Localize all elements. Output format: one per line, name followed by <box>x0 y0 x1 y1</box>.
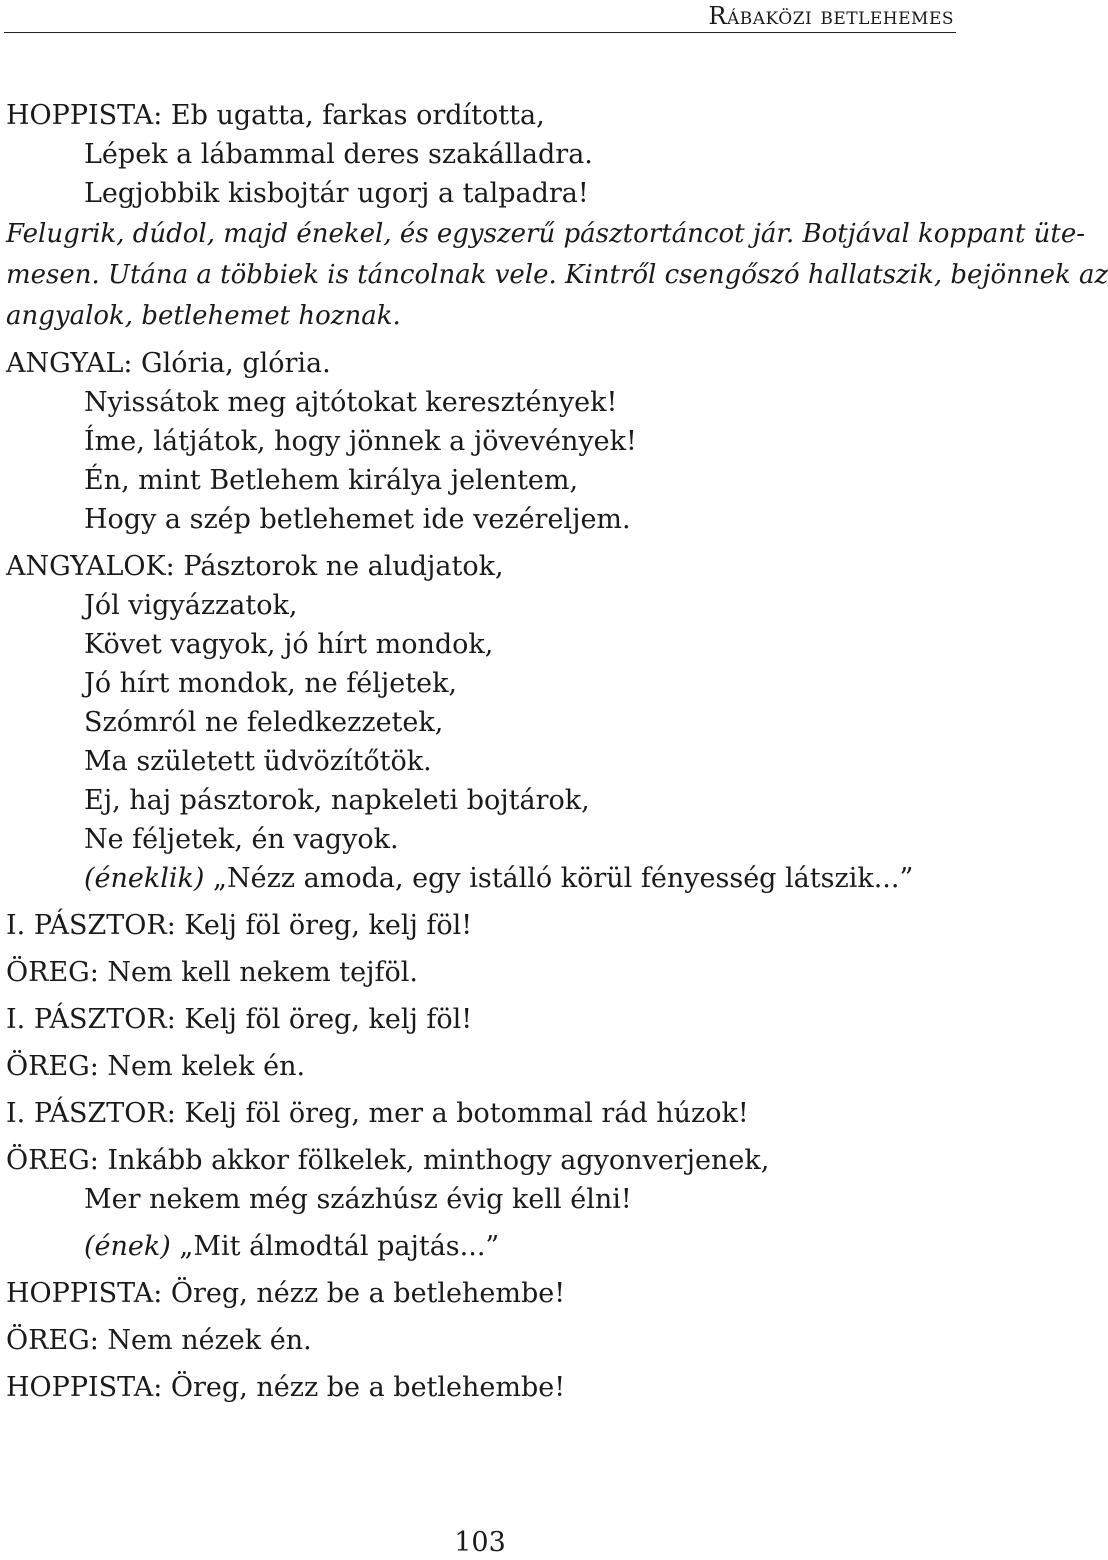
verse-line: Szómról ne feledkezzetek, <box>84 707 444 738</box>
verse-line: HOPPISTA: Eb ugatta, farkas ordította, <box>6 100 545 131</box>
verse-line: I. PÁSZTOR: Kelj föl öreg, mer a botommal rád húzok! <box>6 1098 749 1129</box>
verse-line: ÖREG: Nem kell nekem tejföl. <box>6 957 418 988</box>
stage-direction-line: angyalok, betlehemet hoznak. <box>6 301 401 331</box>
verse-line: Ne féljetek, én vagyok. <box>84 824 399 855</box>
verse-line: Hogy a szép betlehemet ide vezéreljem. <box>84 504 631 535</box>
header-rule <box>4 32 956 33</box>
verse-line: ANGYALOK: Pásztorok ne aludjatok, <box>6 551 504 582</box>
verse-line: Én, mint Betlehem királya jelentem, <box>84 465 579 496</box>
verse-line: Jó hírt mondok, ne féljetek, <box>84 668 458 699</box>
verse-line: Ej, haj pásztorok, napkeleti bojtárok, <box>84 785 590 816</box>
verse-line: Követ vagyok, jó hírt mondok, <box>84 629 494 660</box>
verse-line: ÖREG: Nem kelek én. <box>6 1051 306 1082</box>
verse-line: Mer nekem még százhúsz évig kell élni! <box>84 1184 632 1215</box>
stage-direction-line: Felugrik, dúdol, majd énekel, és egyszerű pásztortáncot jár. Botjával koppant üte- <box>6 219 1086 249</box>
song-title: „Nézz amoda, egy istálló körül fényesség látszik...” <box>204 863 914 894</box>
page-number: 103 <box>454 1527 506 1558</box>
song-title: „Mit álmodtál pajtás...” <box>170 1231 500 1262</box>
verse-line: Nyissátok meg ajtótokat keresztények! <box>84 387 618 418</box>
inline-stage-direction: (ének) <box>84 1231 171 1262</box>
verse-line: ÖREG: Inkább akkor fölkelek, minthogy agyonverjenek, <box>6 1145 770 1176</box>
running-header <box>0 0 960 34</box>
verse-line-with-stage <box>6 859 956 898</box>
verse-line: I. PÁSZTOR: Kelj föl öreg, kelj föl! <box>6 1004 473 1035</box>
verse-line: ANGYAL: Glória, glória. <box>6 348 331 379</box>
inline-stage-direction: (éneklik) <box>84 863 205 894</box>
verse-line: Jól vigyázzatok, <box>84 590 298 621</box>
page-body <box>6 96 1108 1407</box>
running-header-title: Rábaközi betlehemes <box>708 2 954 30</box>
verse-line: Legjobbik kisbojtár ugorj a talpadra! <box>84 178 589 209</box>
verse-line: I. PÁSZTOR: Kelj föl öreg, kelj föl! <box>6 910 473 941</box>
verse-line: Ma született üdvözítőtök. <box>84 746 432 777</box>
verse-line: Lépek a lábammal deres szakálladra. <box>84 139 593 170</box>
verse-line: HOPPISTA: Öreg, nézz be a betlehembe! <box>6 1278 566 1309</box>
verse-line: HOPPISTA: Öreg, nézz be a betlehembe! <box>6 1372 566 1403</box>
verse-line-with-stage <box>6 1227 956 1266</box>
verse-line: Íme, látjátok, hogy jönnek a jövevények! <box>84 426 637 457</box>
stage-direction-line: mesen. Utána a többiek is táncolnak vele. Kintről csengőszó hallatszik, bejönnek az <box>6 260 1108 290</box>
verse-line: ÖREG: Nem nézek én. <box>6 1325 312 1356</box>
